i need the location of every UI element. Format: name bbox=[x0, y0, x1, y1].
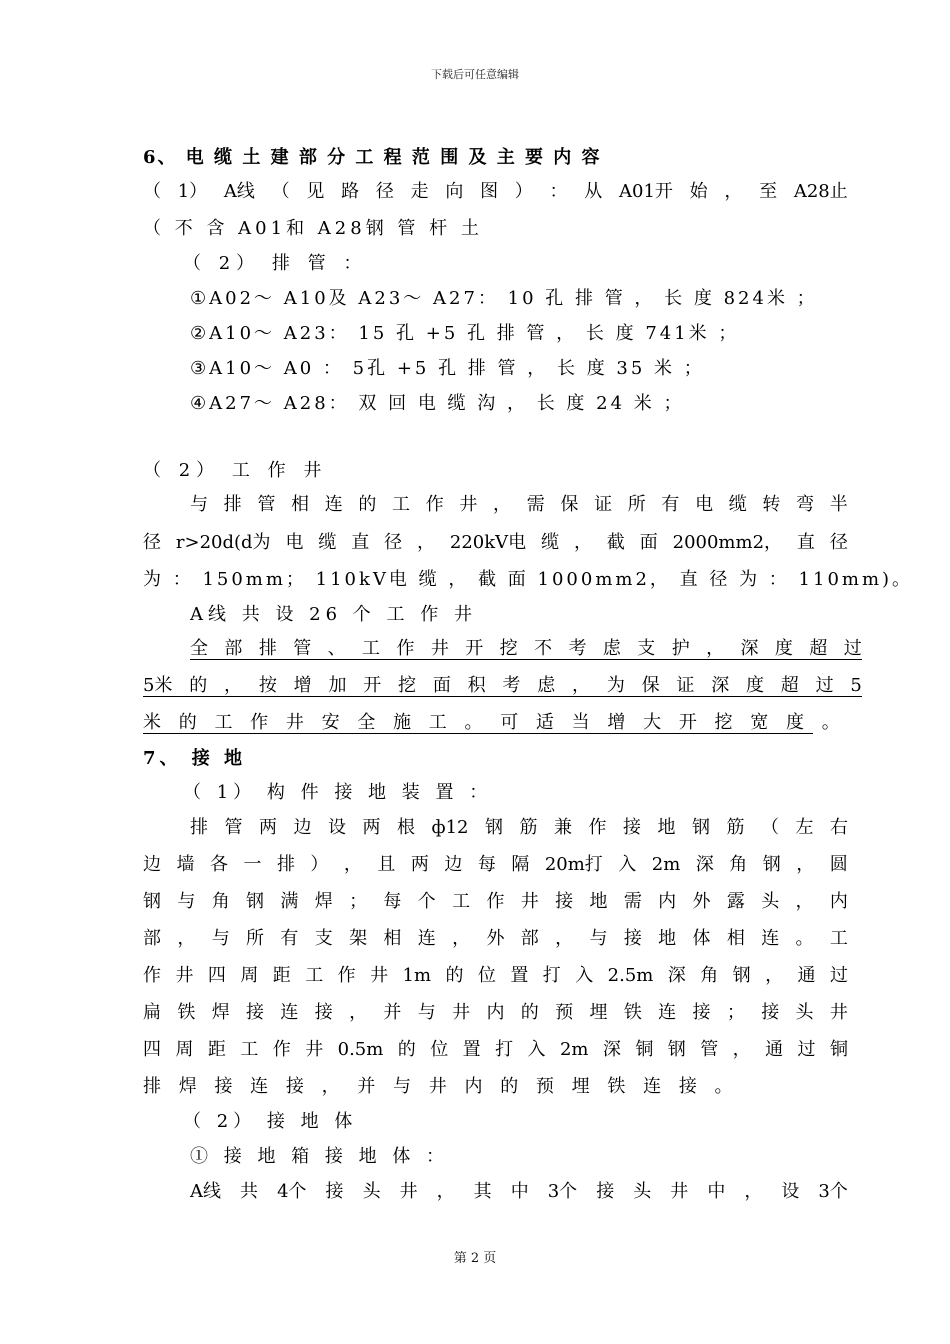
paragraph-line bbox=[143, 852, 848, 878]
text-token: 井 bbox=[459, 494, 478, 515]
text-token: 井 bbox=[520, 891, 539, 912]
text-token: 增 bbox=[293, 675, 312, 696]
text-token: 220kV电 bbox=[449, 532, 527, 553]
text-token: 内 bbox=[829, 891, 848, 912]
text-token: 的 bbox=[189, 675, 208, 696]
text-token: 个 bbox=[417, 891, 436, 912]
text-token: 路 bbox=[341, 181, 360, 202]
subheading: （ 1） 构 件 接 地 装 置 ： bbox=[183, 782, 493, 803]
text-token: 连 bbox=[658, 1002, 677, 1023]
text-token: 共 bbox=[240, 1181, 259, 1202]
text-token: 按 bbox=[258, 675, 277, 696]
text-token: 架 bbox=[349, 928, 368, 949]
text-token: 的 bbox=[358, 494, 377, 515]
paragraph-line: （ 不 含 A01和 A28钢 管 杆 土 bbox=[143, 218, 483, 239]
text-token: 角 bbox=[700, 965, 719, 986]
text-token: 所 bbox=[627, 494, 646, 515]
text-token: 3个 bbox=[818, 1181, 848, 1202]
text-token: ， bbox=[573, 532, 592, 553]
text-token: 过 bbox=[815, 675, 834, 696]
section-heading: 7、 接 地 bbox=[143, 748, 247, 769]
text-token: 部 bbox=[143, 928, 161, 949]
paragraph-line bbox=[143, 1037, 848, 1063]
text-token: 两 bbox=[259, 817, 277, 838]
text-token: 缆 bbox=[541, 532, 560, 553]
text-token: 全 bbox=[190, 638, 208, 659]
text-token: 入 bbox=[527, 1039, 546, 1060]
text-token: 1m bbox=[402, 965, 432, 986]
text-token: 虑 bbox=[537, 675, 556, 696]
text-token: ， bbox=[417, 532, 436, 553]
text-token: 设 bbox=[328, 817, 346, 838]
text-token: ， bbox=[452, 928, 471, 949]
text-token: 支 bbox=[314, 928, 333, 949]
text-token: 相 bbox=[726, 928, 745, 949]
text-token: 证 bbox=[594, 494, 613, 515]
text-token: 接 bbox=[325, 1181, 344, 1202]
text-token: 从 bbox=[584, 181, 603, 202]
text-token: 为 bbox=[606, 675, 625, 696]
text-token: 墙 bbox=[176, 854, 195, 875]
text-token: 两 bbox=[410, 854, 429, 875]
text-token: 井 bbox=[370, 965, 389, 986]
text-token: ， bbox=[572, 675, 591, 696]
text-token: 置 bbox=[510, 965, 529, 986]
text-token: 始 bbox=[689, 181, 708, 202]
text-token: 通 bbox=[797, 965, 816, 986]
text-token: 井 bbox=[399, 1181, 418, 1202]
text-token: 铜 bbox=[635, 1039, 654, 1060]
text-token: 铁 bbox=[177, 1002, 196, 1023]
text-token: 作 bbox=[588, 817, 607, 838]
list-item: ①A02～ A10及 A23～ A27： 10 孔 排 管 ， 长 度 824米 ； bbox=[190, 288, 818, 309]
text-token: ： bbox=[549, 181, 568, 202]
text-token: ， bbox=[795, 891, 814, 912]
text-token: 与 bbox=[589, 928, 608, 949]
text-token: 井 bbox=[829, 1002, 848, 1023]
text-token: 积 bbox=[467, 675, 486, 696]
text-token: 连 bbox=[324, 494, 343, 515]
text-token: 两 bbox=[362, 817, 381, 838]
text-token: 相 bbox=[291, 494, 310, 515]
text-token: ， bbox=[343, 854, 362, 875]
text-token: 保 bbox=[641, 675, 660, 696]
text-token: ， bbox=[493, 494, 512, 515]
text-token: 2.5m bbox=[607, 965, 654, 986]
underline-rule bbox=[143, 696, 862, 697]
paragraph-line bbox=[143, 179, 848, 205]
text-token: 位 bbox=[477, 965, 496, 986]
text-token: 外 bbox=[692, 891, 711, 912]
text-token: 5 bbox=[850, 675, 862, 696]
text-token: 工 bbox=[305, 965, 324, 986]
underline-rule bbox=[190, 659, 862, 660]
text-token: 20m打 bbox=[544, 854, 603, 875]
text-token: 并 bbox=[383, 1002, 402, 1023]
text-token: 与 bbox=[211, 928, 230, 949]
text-token: 4个 bbox=[277, 1181, 307, 1202]
text-token: ， bbox=[724, 181, 743, 202]
text-token: 加 bbox=[328, 675, 347, 696]
text-token: 满 bbox=[280, 891, 299, 912]
text-token: 截 bbox=[606, 532, 625, 553]
text-token: 置 bbox=[462, 1039, 481, 1060]
text-token: 弯 bbox=[796, 494, 815, 515]
text-token: 不 bbox=[534, 638, 553, 659]
text-token: 排 bbox=[258, 638, 277, 659]
text-token: ， bbox=[732, 1039, 751, 1060]
text-token: 角 bbox=[211, 891, 230, 912]
text-token: ； bbox=[349, 891, 368, 912]
text-token: A01开 bbox=[619, 181, 673, 202]
text-token: 钢 bbox=[246, 891, 265, 912]
text-token: 支 bbox=[637, 638, 656, 659]
text-token: 作 bbox=[425, 494, 444, 515]
text-token: 工 bbox=[362, 638, 381, 659]
text-token: 径 bbox=[829, 532, 848, 553]
text-token: 连 bbox=[417, 928, 436, 949]
paragraph-line: A线 共 设 26 个 工 作 井 bbox=[190, 604, 477, 625]
text-token: 钢 bbox=[143, 891, 161, 912]
text-token: 连 bbox=[280, 1002, 299, 1023]
text-token: 作 bbox=[337, 965, 356, 986]
text-token: 超 bbox=[780, 675, 799, 696]
text-token: 外 bbox=[486, 928, 505, 949]
text-token: 隔 bbox=[511, 854, 530, 875]
text-token: 见 bbox=[306, 181, 325, 202]
text-token: 角 bbox=[729, 854, 748, 875]
text-token: 头 bbox=[795, 1002, 814, 1023]
text-token: 5米 bbox=[143, 675, 173, 696]
text-token: 与 bbox=[177, 891, 196, 912]
underlined-line: 米 的 工 作 井 安 全 施 工 。 可 适 当 增 大 开 挖 宽 度 。 bbox=[143, 712, 846, 733]
text-token: ， bbox=[744, 1181, 763, 1202]
text-token: 右 bbox=[830, 817, 848, 838]
text-token: 焊 bbox=[211, 1002, 230, 1023]
page-header: 下载后可任意编辑 bbox=[431, 68, 519, 81]
text-token: ） bbox=[514, 181, 533, 202]
text-token: 铜 bbox=[829, 1039, 848, 1060]
text-token: 焊 bbox=[314, 891, 333, 912]
text-token: 过 bbox=[843, 638, 862, 659]
text-token: 作 bbox=[143, 965, 161, 986]
text-token: 缆 bbox=[318, 532, 337, 553]
text-token: 入 bbox=[575, 965, 594, 986]
paragraph-line bbox=[143, 926, 848, 952]
text-token: 2m bbox=[651, 854, 681, 875]
text-token: 内 bbox=[658, 891, 677, 912]
text-token: 挖 bbox=[398, 675, 417, 696]
text-token: 挖 bbox=[499, 638, 518, 659]
text-token: 边 bbox=[293, 817, 312, 838]
text-token: 深 bbox=[695, 854, 714, 875]
text-token: 入 bbox=[618, 854, 637, 875]
text-token: 工 bbox=[240, 1039, 259, 1060]
text-token: 露 bbox=[726, 891, 745, 912]
text-token: 有 bbox=[661, 494, 680, 515]
text-token: 度 bbox=[746, 675, 764, 696]
text-token: 2m bbox=[559, 1039, 589, 1060]
text-token: 与 bbox=[417, 1002, 436, 1023]
text-token: 工 bbox=[392, 494, 411, 515]
text-token: 过 bbox=[797, 1039, 816, 1060]
text-token: 边 bbox=[444, 854, 463, 875]
text-token: 地 bbox=[658, 928, 677, 949]
text-token: 电 bbox=[285, 532, 304, 553]
text-token: 所 bbox=[246, 928, 265, 949]
text-token: ф12 bbox=[431, 817, 469, 838]
paragraph-line: 为 ： 150mm； 110kV电 缆 ， 截 面 1000mm2， 直 径 为 ： 110mm)。 bbox=[143, 569, 914, 590]
text-token: 井 bbox=[670, 1181, 689, 1202]
text-token: 根 bbox=[397, 817, 415, 838]
text-token: 周 bbox=[240, 965, 259, 986]
text-token: 度 bbox=[774, 638, 793, 659]
text-token: 工 bbox=[452, 891, 471, 912]
text-token: 井 bbox=[430, 638, 449, 659]
text-token: 3个 bbox=[547, 1181, 578, 1202]
text-token: 接 bbox=[555, 891, 574, 912]
text-token: 缆 bbox=[728, 494, 747, 515]
underline-rule bbox=[143, 733, 813, 734]
paragraph-line bbox=[143, 963, 848, 989]
text-token: 扁 bbox=[143, 1002, 161, 1023]
text-token: 接 bbox=[623, 817, 641, 838]
text-token: 作 bbox=[486, 891, 505, 912]
text-token: ， bbox=[349, 1002, 368, 1023]
text-token: ， bbox=[555, 928, 574, 949]
text-token: r>20d(d为 bbox=[175, 532, 271, 553]
text-token: 中 bbox=[510, 1181, 529, 1202]
text-token: 转 bbox=[762, 494, 781, 515]
text-token: 距 bbox=[272, 965, 291, 986]
text-token: ， bbox=[765, 965, 784, 986]
text-token: 一 bbox=[243, 854, 262, 875]
text-token: ， bbox=[706, 638, 725, 659]
text-token: 0.5m bbox=[337, 1039, 384, 1060]
list-item: ④A27～ A28： 双 回 电 缆 沟 ， 长 度 24 米 ； bbox=[190, 393, 685, 414]
text-token: 预 bbox=[555, 1002, 574, 1023]
text-token: 连 bbox=[761, 928, 780, 949]
text-token: 打 bbox=[542, 965, 561, 986]
text-token: 径 bbox=[375, 181, 394, 202]
paragraph-line: 排 焊 接 连 接 ， 并 与 井 内 的 预 埋 铁 连 接 。 bbox=[143, 1076, 739, 1097]
text-token: 周 bbox=[175, 1039, 194, 1060]
text-token: 深 bbox=[602, 1039, 621, 1060]
text-token: 1） bbox=[177, 181, 208, 202]
text-token: 通 bbox=[765, 1039, 784, 1060]
text-token: 至 bbox=[759, 181, 778, 202]
text-token: 考 bbox=[568, 638, 587, 659]
text-token: 开 bbox=[465, 638, 484, 659]
text-token: 的 bbox=[397, 1039, 416, 1060]
text-token: 直 bbox=[351, 532, 370, 553]
text-token: 证 bbox=[676, 675, 695, 696]
subheading: （ 2） 接 地 体 bbox=[183, 1111, 358, 1132]
text-token: 与 bbox=[190, 494, 208, 515]
text-token: 位 bbox=[430, 1039, 449, 1060]
text-token: 。 bbox=[795, 928, 814, 949]
text-token: 直 bbox=[796, 532, 815, 553]
text-token: 、 bbox=[327, 638, 346, 659]
text-token: 边 bbox=[143, 854, 161, 875]
text-token: 超 bbox=[809, 638, 828, 659]
text-token: 深 bbox=[667, 965, 686, 986]
text-token: 需 bbox=[623, 891, 642, 912]
text-token: A线 bbox=[223, 181, 255, 202]
text-token: 部 bbox=[224, 638, 243, 659]
text-token: 排 bbox=[223, 494, 242, 515]
text-token: 头 bbox=[362, 1181, 381, 1202]
text-token: ） bbox=[310, 854, 329, 875]
text-token: 部 bbox=[520, 928, 539, 949]
text-token: 井 bbox=[175, 965, 194, 986]
text-token: 接 bbox=[692, 1002, 711, 1023]
paragraph-line bbox=[143, 889, 848, 915]
text-token: 兼 bbox=[554, 817, 572, 838]
paragraph-line bbox=[143, 530, 848, 556]
text-token: 保 bbox=[560, 494, 579, 515]
text-token: 距 bbox=[207, 1039, 226, 1060]
list-item: ②A10～ A23： 15 孔 +5 孔 排 管 ， 长 度 741米 ； bbox=[190, 323, 740, 344]
text-token: A线 bbox=[190, 1181, 221, 1202]
text-token: 头 bbox=[761, 891, 780, 912]
text-token: ； bbox=[726, 1002, 745, 1023]
text-token: （ bbox=[271, 181, 290, 202]
text-token: 过 bbox=[829, 965, 848, 986]
paragraph-line bbox=[190, 815, 848, 841]
text-token: 接 bbox=[596, 1181, 615, 1202]
subheading: （ 2） 工 作 井 bbox=[143, 460, 328, 481]
text-token: 钢 bbox=[762, 854, 781, 875]
text-token: 径 bbox=[143, 532, 161, 553]
text-token: 有 bbox=[280, 928, 299, 949]
text-token: 作 bbox=[396, 638, 415, 659]
text-token: 虑 bbox=[602, 638, 621, 659]
text-token: 左 bbox=[795, 817, 814, 838]
text-token: 管 bbox=[257, 494, 276, 515]
text-token: 井 bbox=[452, 1002, 471, 1023]
text-token: 铁 bbox=[623, 1002, 642, 1023]
text-token: （ bbox=[761, 817, 779, 838]
text-token: 管 bbox=[224, 817, 243, 838]
text-token: 需 bbox=[526, 494, 545, 515]
text-token: 深 bbox=[740, 638, 759, 659]
text-token: 半 bbox=[829, 494, 848, 515]
text-token: 深 bbox=[711, 675, 730, 696]
text-token: A28止 bbox=[793, 181, 848, 202]
page-footer: 第 2 页 bbox=[453, 1251, 497, 1266]
text-token: 地 bbox=[657, 817, 676, 838]
text-token: 钢 bbox=[692, 817, 710, 838]
text-token: 面 bbox=[432, 675, 451, 696]
text-token: 接 bbox=[761, 1002, 780, 1023]
text-token: 每 bbox=[383, 891, 402, 912]
text-token: ， bbox=[436, 1181, 455, 1202]
text-token: 接 bbox=[314, 1002, 333, 1023]
text-token: 四 bbox=[143, 1039, 161, 1060]
text-token: 管 bbox=[293, 638, 312, 659]
text-token: 向 bbox=[445, 181, 464, 202]
text-token: 圆 bbox=[829, 854, 848, 875]
text-token: 筋 bbox=[519, 817, 538, 838]
text-token: 相 bbox=[383, 928, 402, 949]
text-token: 四 bbox=[207, 965, 226, 986]
text-token: 护 bbox=[671, 638, 690, 659]
text-token: 打 bbox=[495, 1039, 514, 1060]
text-token: 接 bbox=[246, 1002, 265, 1023]
text-token: 排 bbox=[190, 817, 208, 838]
paragraph-line bbox=[190, 1179, 848, 1205]
text-token: 的 bbox=[445, 965, 464, 986]
text-token: 面 bbox=[639, 532, 658, 553]
text-token: 2000mm2， bbox=[672, 532, 783, 553]
text-token: 作 bbox=[272, 1039, 291, 1060]
subheading: （ 2） 排 管 ： bbox=[183, 253, 368, 274]
text-token: 的 bbox=[520, 1002, 539, 1023]
text-token: 钢 bbox=[667, 1039, 686, 1060]
text-token: 径 bbox=[384, 532, 403, 553]
text-token: 钢 bbox=[485, 817, 503, 838]
text-token: 图 bbox=[480, 181, 499, 202]
text-token: 且 bbox=[377, 854, 396, 875]
text-token: 开 bbox=[363, 675, 382, 696]
text-token: 接 bbox=[623, 928, 642, 949]
text-token: 地 bbox=[589, 891, 608, 912]
section-heading: 6、 电 缆 土 建 部 分 工 程 范 围 及 主 要 内 容 bbox=[143, 147, 602, 168]
text-token: 钢 bbox=[732, 965, 751, 986]
subheading: ① 接 地 箱 接 地 体 ： bbox=[190, 1146, 450, 1167]
text-token: 考 bbox=[502, 675, 521, 696]
text-token: 每 bbox=[477, 854, 496, 875]
text-token: 各 bbox=[209, 854, 228, 875]
text-token: ， bbox=[224, 675, 243, 696]
text-token: 埋 bbox=[589, 1002, 608, 1023]
text-token: （ bbox=[143, 181, 161, 202]
text-token: 工 bbox=[829, 928, 848, 949]
text-token: 中 bbox=[707, 1181, 726, 1202]
text-token: 井 bbox=[305, 1039, 324, 1060]
text-token: 设 bbox=[781, 1181, 800, 1202]
text-token: ， bbox=[177, 928, 196, 949]
text-token: 管 bbox=[700, 1039, 719, 1060]
text-token: 其 bbox=[473, 1181, 492, 1202]
text-token: 走 bbox=[410, 181, 429, 202]
text-token: 内 bbox=[486, 1002, 505, 1023]
text-token: 头 bbox=[633, 1181, 652, 1202]
text-token: ， bbox=[796, 854, 815, 875]
paragraph-line bbox=[143, 1000, 848, 1026]
list-item: ③A10～ A0 ： 5孔 +5 孔 排 管 ， 长 度 35 米 ； bbox=[190, 358, 705, 379]
text-token: 排 bbox=[276, 854, 295, 875]
paragraph-line bbox=[190, 492, 848, 518]
text-token: 体 bbox=[692, 928, 711, 949]
text-token: 筋 bbox=[726, 817, 745, 838]
text-token: 电 bbox=[695, 494, 714, 515]
